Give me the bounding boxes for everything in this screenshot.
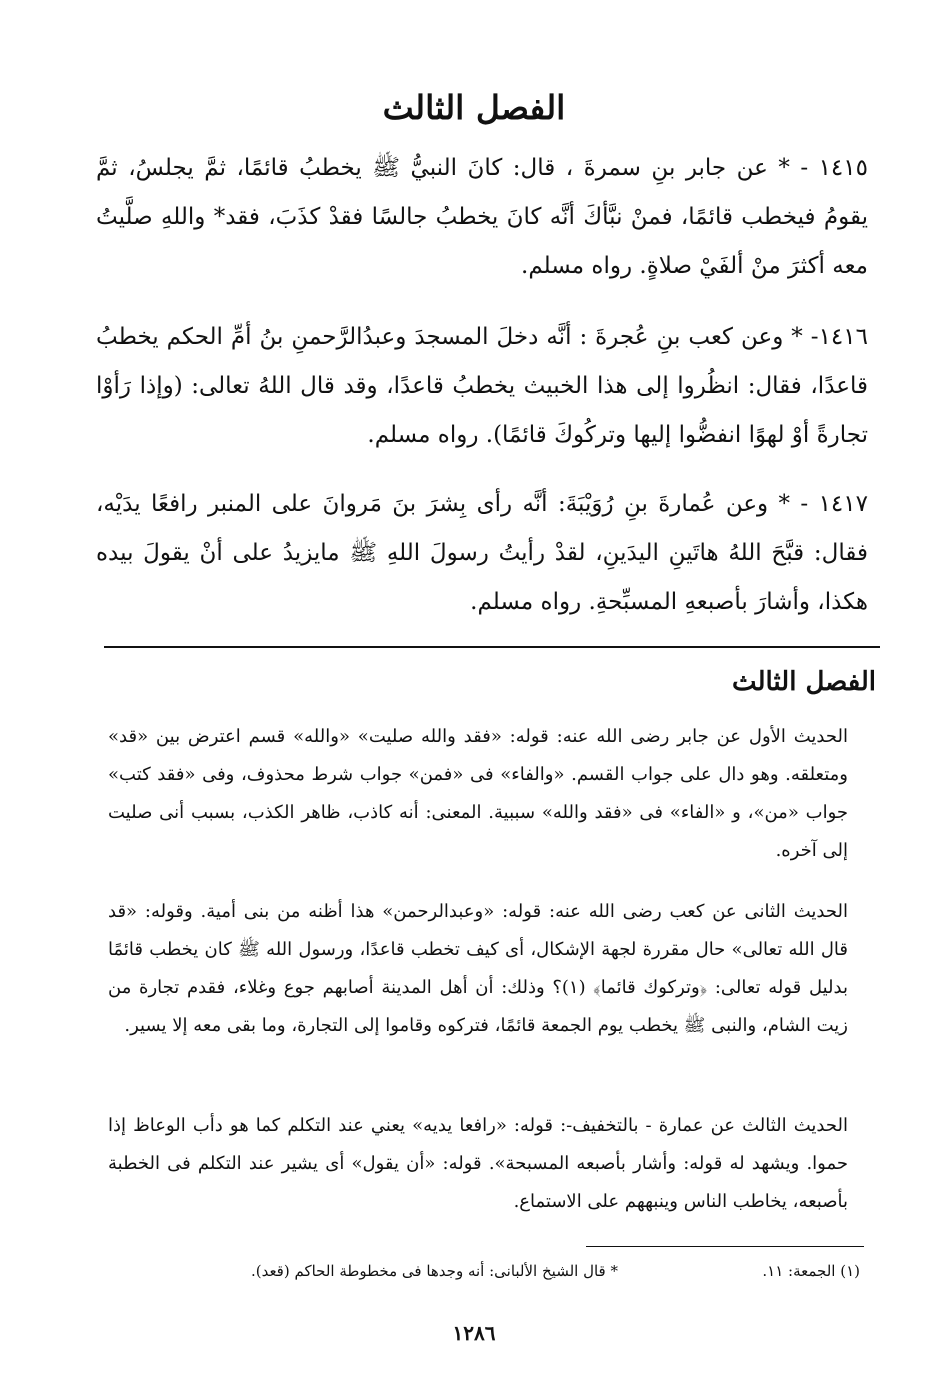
footnote-1: (١) الجمعة: ١١. [762,1262,860,1280]
commentary-title: الفصل الثالث [732,667,876,697]
commentary-paragraph-1: الحديث الأول عن جابر رضى الله عنه: قوله: «فقد والله صليت» «والله» قسم اعترض بين «قد» ومتعلقه. وهو دال على جواب القسم. «والفاء» فى «فمن» جواب شرط محذوف، وفى «فقد كتب» جواب «من»، و «الفاء» فى «فقد والله» سببية. المعنى: أنه كاذب، ظاهر الكذب، بسبب أنى صليت إلى آخره. [108,726,848,861]
page-number: ١٢٨٦ [452,1321,496,1345]
commentary-paragraph-3: الحديث الثالث عن عمارة - بالتخفيف-: قوله: «رافعا يديه» يعني عند التكلم كما هو دأب الوعاظ إذا حموا. ويشهد له قوله: وأشار بأصبعه المسبحة». قوله: «أن يقول» أى يشير عند التكلم فى الخطبة بأصبعه، يخاطب الناس وينبههم على الاستماع. [108,1115,848,1212]
chapter-title: الفصل الثالث [382,88,566,127]
hadith-1415: ١٤١٥ - * عن جابر بنِ سمرةَ ، قال: كانَ النبيُّ ﷺ يخطبُ قائمًا، ثمَّ يجلسُ، ثمَّ يقومُ فيخطب قائمًا، فمنْ نبَّأكَ أنَّه كانَ يخطبُ جالسًا فقدْ كذَبَ، فقد* واللهِ صلَّيتُ معه أكثرَ منْ ألفَيْ صلاةٍ. رواه مسلم. [96,155,868,279]
section-divider [104,646,880,648]
hadith-1417: ١٤١٧ - * وعن عُمارةَ بنِ رُوَيْبَةَ: أنَّه رأى بِشرَ بنَ مَروانَ على المنبر رافعًا يدَيْه، فقال: قبَّحَ اللهُ هاتَينِ اليدَينِ، لقدْ رأيتُ رسولَ اللهِ ﷺ مايزيدُ على أنْ يقولَ بيده هكذا، وأشارَ بأصبعهِ المسبِّحةِ. رواه مسلم. [96,491,868,615]
footnote-divider [586,1246,864,1247]
commentary-paragraph-2: الحديث الثانى عن كعب رضى الله عنه: قوله: «وعبدالرحمن» هذا أظنه من بنى أمية. وقوله: «قد قال الله تعالى» حال مقررة لجهة الإشكال، أى كيف تخطب قاعدًا، ورسول الله ﷺ كان يخطب قائمًا بدليل قوله تعالى: ﴿وتركوك قائما﴾ (١)؟ وذلك: أن أهل المدينة أصابهم جوع وغلاء، فقدم تجارة من زيت الشام، والنبى ﷺ يخطب يوم الجمعة قائمًا، فتركوه وقاموا إلى التجارة، وما بقى معه إلا يسير. [108,901,848,1036]
hadith-1416: ١٤١٦- * وعن كعب بنِ عُجرةَ : أنَّه دخلَ المسجدَ وعبدُالرَّحمنِ بنُ أمِّ الحكم يخطبُ قاعدًا، فقال: انظُروا إلى هذا الخبيث يخطبُ قاعدًا، وقد قال اللهُ تعالى: (وإذا رَأوْا تجارةً أوْ لهوًا انفضُّوا إليها وتركُوكَ قائمًا). رواه مسلم. [96,324,868,448]
footnote-2: * قال الشيخ الألبانى: أنه وجدها فى مخطوطة الحاكم (قعد). [250,1262,618,1280]
